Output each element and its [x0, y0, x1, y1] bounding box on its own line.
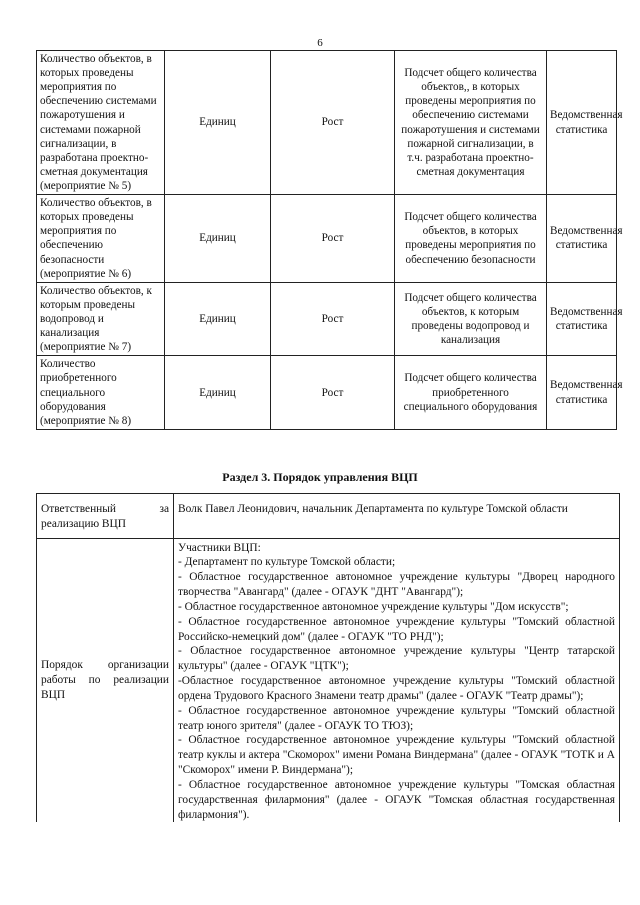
participant-item: - Областное государственное автономное учреждение культуры "Томский областной театр куклы и актера "Скоморох" имени Романа Виндермана" (далее - ОГАУК "ТОТК и А "Скоморох" имени Р. Виндермана");	[178, 734, 615, 777]
indicator-name: Количество объектов, в которых проведены мероприятия по обеспечению системами пожаротушения и системами пожарной сигнализации, в разработана проектно-сметная документация (мероприятие № 5)	[37, 51, 165, 195]
section-title: Раздел 3. Порядок управления ВЦП	[222, 470, 418, 484]
indicator-name: Количество приобретенного специального оборудования (мероприятие № 8)	[37, 356, 165, 430]
indicator-source: Ведомственная статистика	[547, 195, 617, 283]
indicator-trend: Рост	[271, 195, 395, 283]
indicator-source: Ведомственная статистика	[547, 356, 617, 430]
indicator-unit: Единиц	[165, 356, 271, 430]
participant-item: - Областное государственное автономное учреждение культуры "Центр татарской культуры" (далее - ОГАУК "ЦТК");	[178, 645, 615, 673]
table-row	[37, 356, 617, 430]
participant-item: - Областное государственное автономное учреждение культуры "Томский областной Российско-немецкий дом" (далее - ОГАУК "ТО РНД");	[178, 615, 615, 643]
indicator-unit: Единиц	[165, 282, 271, 356]
indicator-source: Ведомственная статистика	[547, 51, 617, 195]
indicator-trend: Рост	[271, 282, 395, 356]
participant-item: - Областное государственное автономное учреждение культуры "Дворец народного творчества "Авангард" (далее - ОГАУК "ДНТ "Авангард");	[178, 571, 615, 599]
participants-title: Участники ВЦП:	[178, 541, 261, 554]
participants-cell	[174, 538, 620, 822]
indicator-method: Подсчет общего количества объектов, к которым проведены водопровод и канализация	[395, 282, 547, 356]
indicator-table	[36, 50, 623, 430]
indicator-trend: Рост	[271, 51, 395, 195]
table-row	[37, 494, 620, 539]
participant-item: -Областное государственное автономное учреждение культуры "Томский областной ордена Трудового Красного Знамени театр драмы" (далее - ОГАУК "Театр драмы");	[178, 675, 615, 702]
participant-item: - Областное государственное автономное учреждение культуры "Дом искусств";	[178, 600, 569, 613]
management-table	[36, 493, 620, 822]
indicator-unit: Единиц	[165, 51, 271, 195]
responsible-label: Ответственный за реализацию ВЦП	[37, 494, 174, 539]
table-row	[37, 282, 617, 356]
indicator-unit: Единиц	[165, 195, 271, 283]
table-row	[37, 51, 617, 195]
page-number: 6	[317, 37, 323, 49]
indicator-method: Подсчет общего количества объектов,, в которых проведены мероприятия по обеспечению системами пожаротушения и системами пожарной сигнализации, в т.ч. разработана проектно-сметная документация	[395, 51, 547, 195]
order-label: Порядок организации работы по реализации ВЦП	[37, 538, 174, 822]
indicator-trend: Рост	[271, 356, 395, 430]
participant-item: - Областное государственное автономное учреждение культуры "Томский областной театр юного зрителя" (далее - ОГАУК ТО ТЮЗ);	[178, 704, 615, 732]
participant-item: - Областное государственное автономное учреждение культуры "Томская областная государственная филармония" (далее - ОГАУК "Томская областная государственная филармония").	[178, 778, 615, 821]
indicator-name: Количество объектов, к которым проведены водопровод и канализация (мероприятие № 7)	[37, 282, 165, 356]
table-row	[37, 195, 617, 283]
table-row	[37, 538, 620, 822]
indicator-source: Ведомственная статистика	[547, 282, 617, 356]
responsible-value: Волк Павел Леонидович, начальник Департамента по культуре Томской области	[174, 494, 620, 539]
participant-item: - Департамент по культуре Томской области;	[178, 556, 396, 569]
indicator-method: Подсчет общего количества приобретенного специального оборудования	[395, 356, 547, 430]
indicator-name: Количество объектов, в которых проведены мероприятия по обеспечению безопасности (мероприятие № 6)	[37, 195, 165, 283]
indicator-method: Подсчет общего количества объектов, в которых проведены мероприятия по обеспечению безопасности	[395, 195, 547, 283]
